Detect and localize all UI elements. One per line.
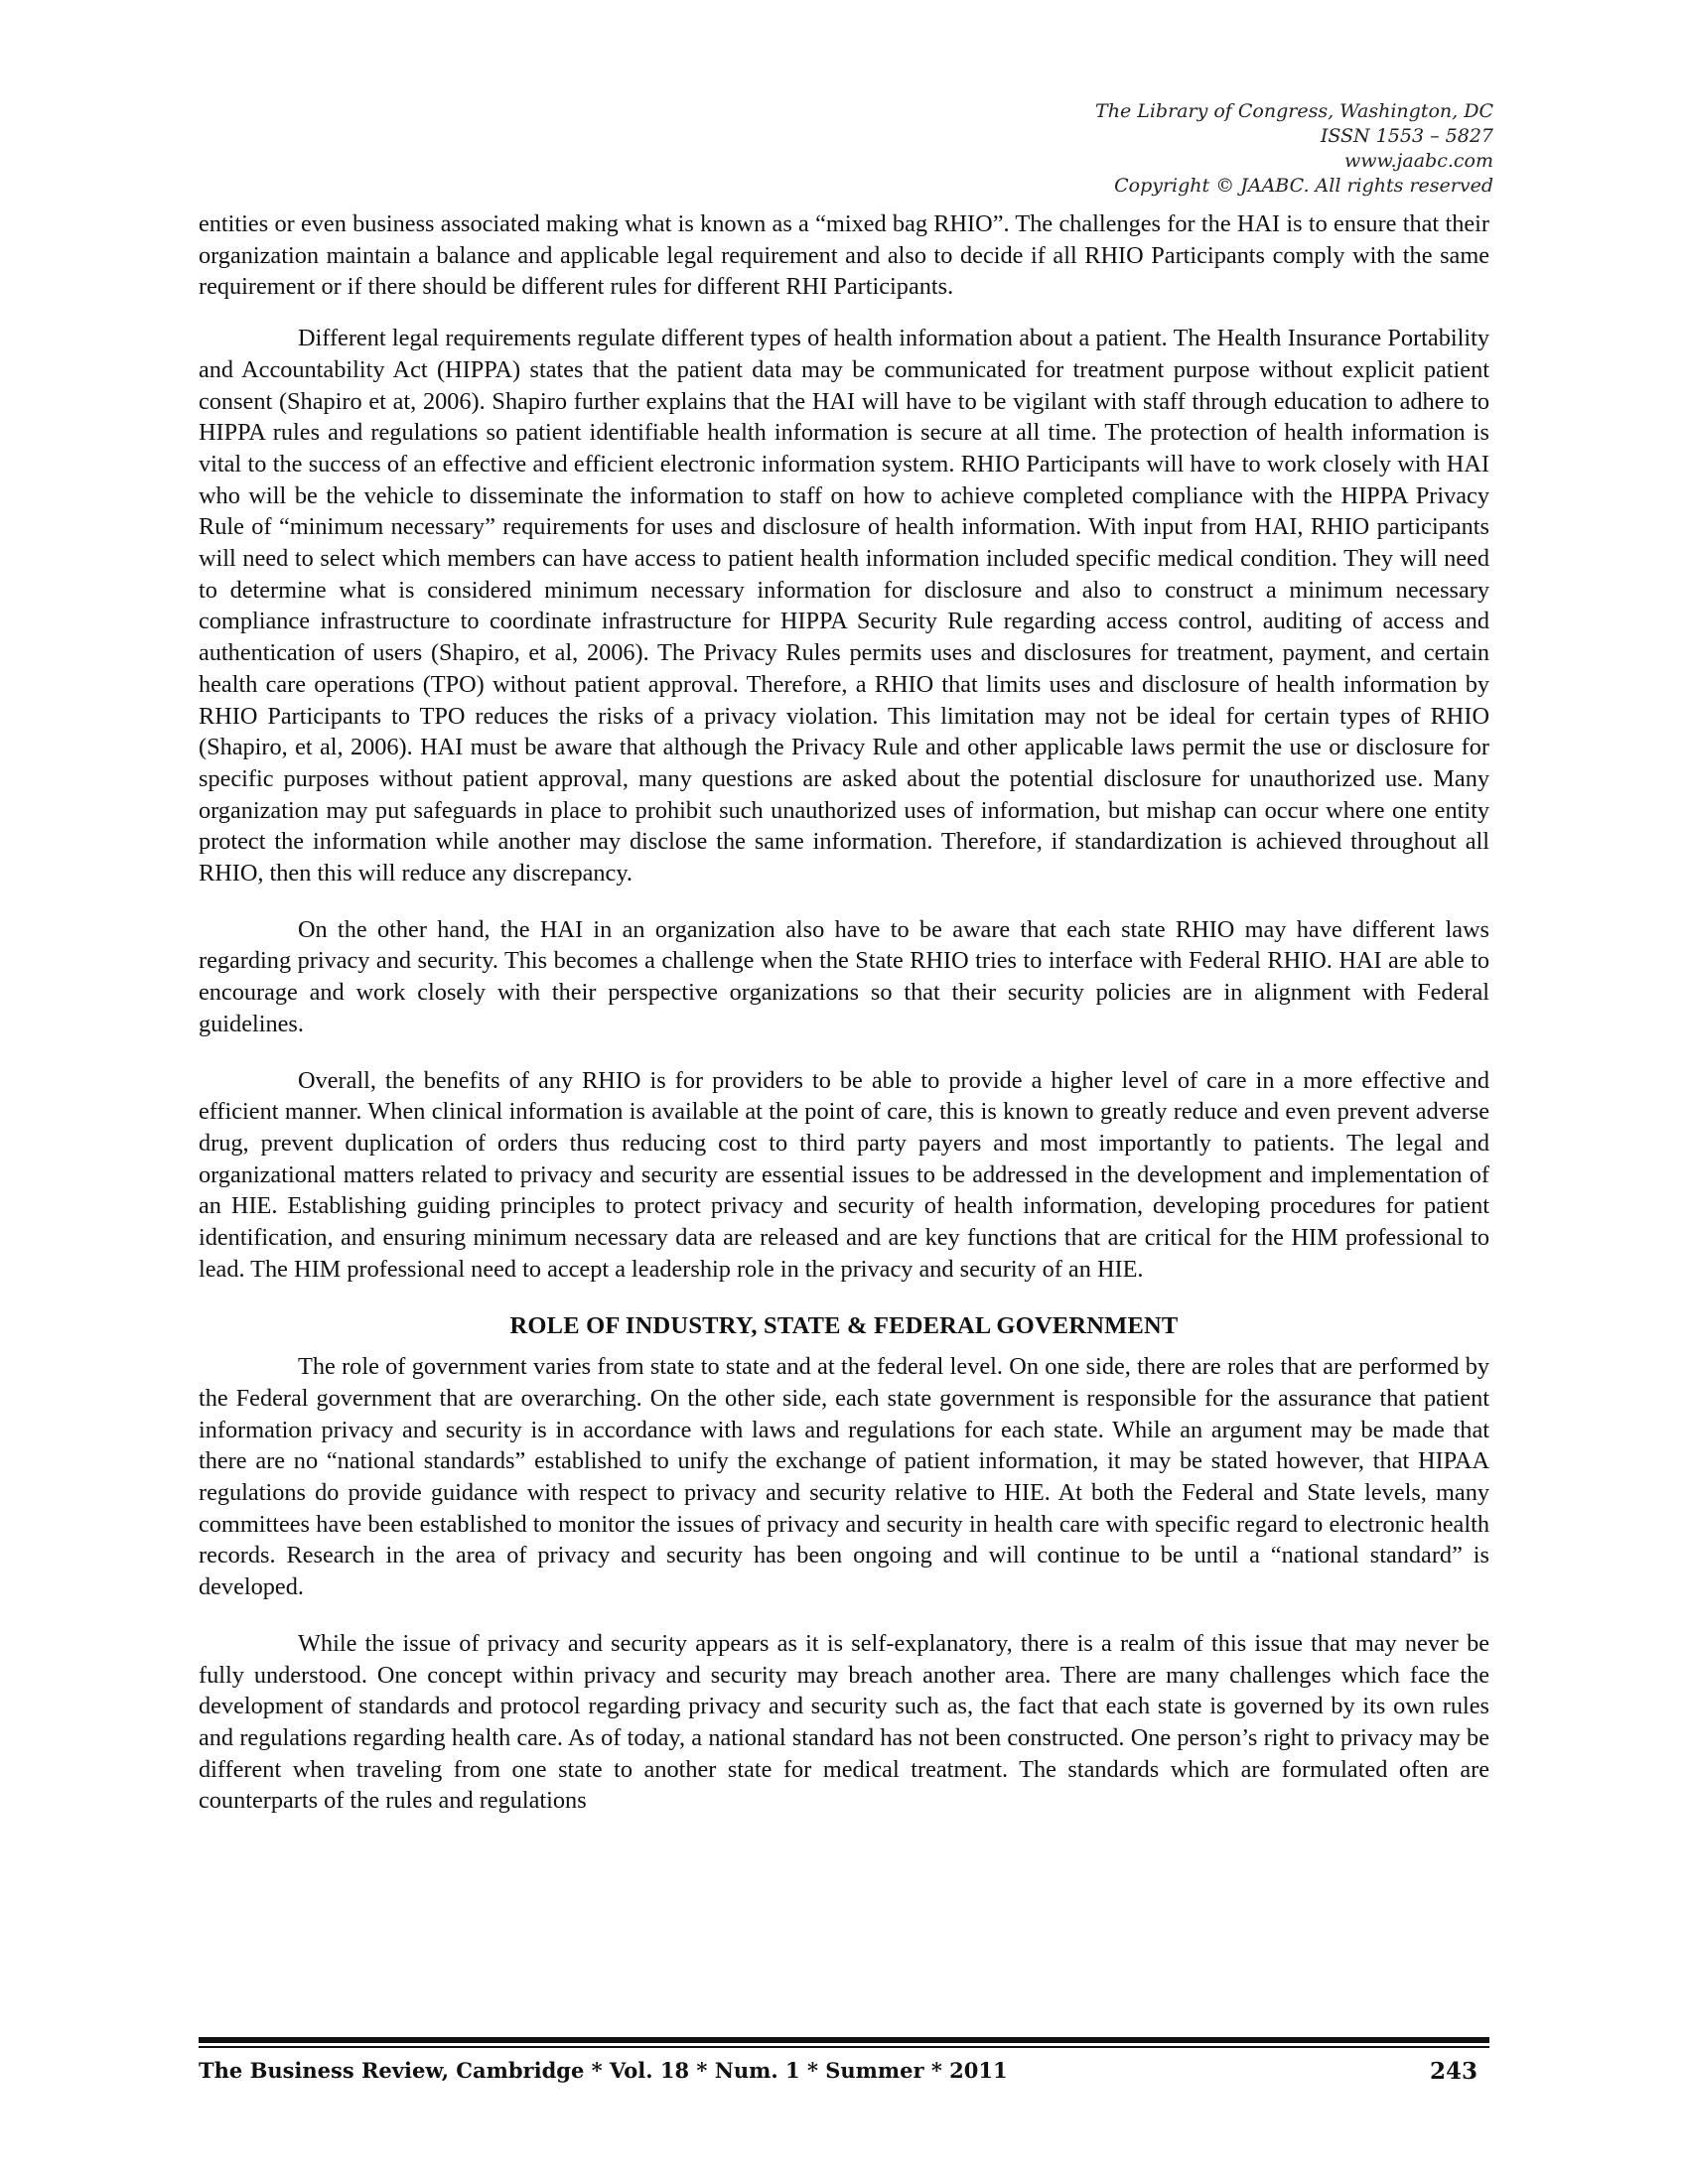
paragraph: Overall, the benefits of any RHIO is for providers to be able to provide a higher level of care in a more effective and efficient manner. When clinical information is available at the point of care, this is known to greatly reduce and even prevent adverse drug, prevent duplication of orders thus reducing cost to third party payers and most importantly to patients. The legal and organizational matters related to privacy and security are essential issues to be addressed in the development and implementation of an HIE. Establishing guiding principles to protect privacy and security of health information, developing procedures for patient identification, and ensuring minimum necessary data are released and are key functions that are critical for the HIM professional to lead. The HIM professional need to accept a leadership role in the privacy and security of an HIE. <box>199 1066 1489 1283</box>
page-number: 243 <box>1429 2058 1477 2085</box>
footer-journal-citation: The Business Review, Cambridge * Vol. 18 * Num. 1 * Summer * 2011 <box>199 2058 1008 2083</box>
body-text <box>199 208 1489 1842</box>
paragraph: The role of government varies from state to state and at the federal level. On one side, there are roles that are performed by the Federal government that are overarching. On the other side, each state government is responsible for the assurance that patient information privacy and security is in accordance with laws and regulations for each state. While an argument may be made that there are no “national standards” established to unify the exchange of patient information, it may be stated however, that HIPAA regulations do provide guidance with respect to privacy and security relative to HIE. At both the Federal and State levels, many committees have been established to monitor the issues of privacy and security in health care with specific regard to electronic health records. Research in the area of privacy and security has been ongoing and will continue to be until a “national standard” is developed. <box>199 1353 1489 1601</box>
header-copyright: Copyright © JAABC. All rights reserved <box>1114 175 1493 197</box>
running-footer <box>199 2058 1489 2092</box>
paragraph: Different legal requirements regulate different types of health information about a patient. The Health Insurance Portability and Accountability Act (HIPPA) states that the patient data may be communicated for treatment purpose without explicit patient consent (Shapiro et at, 2006). Shapiro further explains that the HAI will have to be vigilant with staff through education to adhere to HIPPA rules and regulations so patient identifiable health information is secure at all time. The protection of health information is vital to the success of an effective and efficient electronic information system. RHIO Participants will have to work closely with HAI who will be the vehicle to disseminate the information to staff on how to achieve completed compliance with the HIPPA Privacy Rule of “minimum necessary” requirements for uses and disclosure of health information. With input from HAI, RHIO participants will need to select which members can have access to patient health information included specific medical condition. They will need to determine what is considered minimum necessary information for disclosure and also to construct a minimum necessary compliance infrastructure to coordinate infrastructure for HIPPA Security Rule regarding access control, auditing of access and authentication of users (Shapiro, et al, 2006). The Privacy Rules permits uses and disclosures for treatment, payment, and certain health care operations (TPO) without patient approval. Therefore, a RHIO that limits uses and disclosure of health information by RHIO Participants to TPO reduces the risks of a privacy violation. This limitation may not be ideal for certain types of RHIO (Shapiro, et al, 2006). HAI must be aware that although the Privacy Rule and other applicable laws permit the use or disclosure for specific purposes without patient approval, many questions are asked about the potential disclosure for unauthorized use. Many organization may put safeguards in place to prohibit such unauthorized uses of information, but mishap can occur where one entity protect the information while another may disclose the same information. Therefore, if standardization is achieved throughout all RHIO, then this will reduce any discrepancy. <box>199 325 1489 887</box>
paragraph: On the other hand, the HAI in an organization also have to be aware that each state RHIO may have different laws regarding privacy and security. This becomes a challenge when the State RHIO tries to interface with Federal RHIO. HAI are able to encourage and work closely with their perspective organizations so that their security policies are in alignment with Federal guidelines. <box>199 915 1489 1037</box>
header-publisher: The Library of Congress, Washington, DC <box>1095 100 1493 122</box>
section-heading: ROLE OF INDUSTRY, STATE & FEDERAL GOVERNMENT <box>509 1311 1179 1339</box>
header-issn: ISSN 1553 – 5827 <box>1320 125 1493 147</box>
paragraph: While the issue of privacy and security appears as it is self-explanatory, there is a realm of this issue that may never be fully understood. One concept within privacy and security may breach another area. There are many challenges which face the development of standards and protocol regarding privacy and security such as, the fact that each state is governed by its own rules and regulations regarding health care. As of today, a national standard has not been constructed. One person’s right to privacy may be different when traveling from one state to another state for medical treatment. The standards which are formulated often are counterparts of the rules and regulations <box>199 1629 1489 1815</box>
running-header <box>600 99 1493 199</box>
paragraph: entities or even business associated making what is known as a “mixed bag RHIO”. The challenges for the HAI is to ensure that their organization maintain a balance and applicable legal requirement and also to decide if all RHIO Participants comply with the same requirement or if there should be different rules for different RHI Participants. <box>199 210 1489 301</box>
footer-divider-thin <box>199 2046 1489 2048</box>
footer-divider <box>199 2037 1489 2043</box>
header-website: www.jaabc.com <box>1343 150 1493 172</box>
